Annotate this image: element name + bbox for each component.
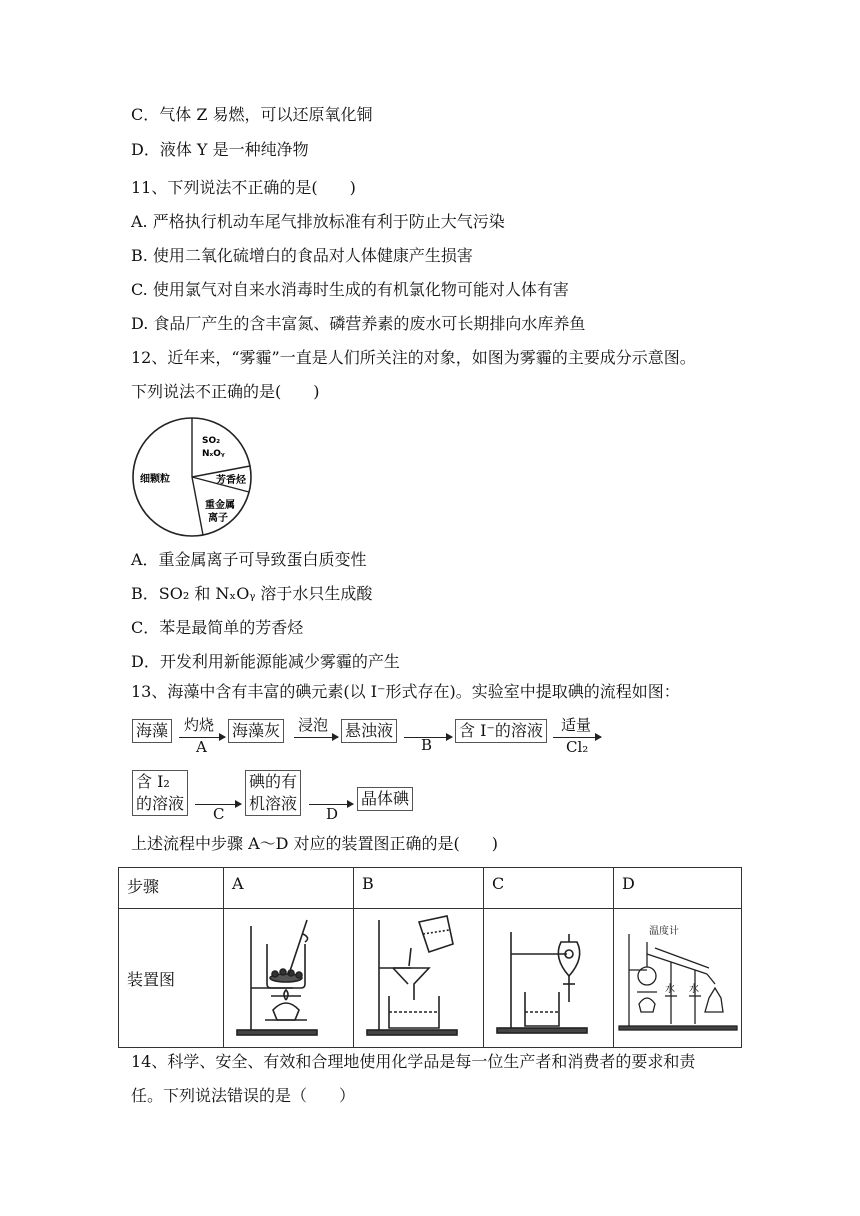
q11-option-b: B. 使用二氧化硫增白的食品对人体健康产生损害 [131,246,473,265]
q11-stem: 11、下列说法不正确的是( ) [131,178,356,197]
header-b: B [354,868,484,909]
pie-label-heavy-metal-1: 重金属 [205,500,235,511]
pie-label-aromatics: 芳香烃 [216,475,246,486]
apparatus-table [118,867,742,1048]
evaporating-beaker-burner-image [229,912,349,1040]
q10-option-c: C．气体 Z 易燃，可以还原氧化铜 [131,105,373,124]
flow-suspension: 悬浊液 [341,719,397,743]
q11-option-c: C. 使用氯气对自来水消毒时生成的有机氯化物可能对人体有害 [131,280,569,299]
flow-crystal-iodine: 晶体碘 [357,787,413,811]
flow-label-c: C [213,805,225,823]
label-water-1: 水 [664,984,675,995]
q12-stem-line2: 下列说法不正确的是( ) [131,382,320,401]
q13-question: 上述流程中步骤 A～D 对应的装置图正确的是( ) [131,834,499,853]
apparatus-d-cell [614,909,742,1048]
q11-option-a: A. 严格执行机动车尾气排放标准有利于防止大气污染 [131,212,505,231]
flow-i2-solution-line1: 含 I₂ [136,772,170,791]
apparatus-b-cell [354,909,484,1048]
header-step: 步骤 [119,868,224,909]
header-a: A [224,868,354,909]
flow-i2-solution-line2: 的溶液 [136,794,185,813]
q12-option-b: B．SO₂ 和 NₓOᵧ 溶于水只生成酸 [131,584,373,603]
pie-label-nxoy: NₓOᵧ [202,449,225,459]
flow-organic-solution [245,770,301,816]
pie-label-heavy-metal-2: 离子 [208,513,228,524]
q14-line1: 14、科学、安全、有效和合理地使用化学品是每一位生产者和消费者的要求和责 [131,1052,696,1071]
pie-label-fine-particles: 细颗粒 [140,474,170,485]
header-d: D [614,868,742,909]
row-label: 装置图 [119,909,224,1048]
distillation-image [615,912,741,1040]
flow-label-burn: 灼烧 [184,716,215,734]
flow-label-proper-amount: 适量 [561,716,592,734]
flow-iodide-solution: 含 I⁻的溶液 [455,719,547,743]
flow-organic-line1: 碘的有 [249,772,298,791]
flow-arrow-soak [294,737,338,738]
separatory-funnel-image [489,912,609,1040]
pie-label-so2: SO₂ [202,436,221,446]
flow-ash: 海藻灰 [228,719,284,743]
q12-option-c: C．苯是最简单的芳香烃 [131,618,304,637]
smog-composition-pie [128,416,258,540]
apparatus-c-cell [484,909,614,1048]
flow-organic-line2: 机溶液 [249,794,298,813]
flow-label-a: A [196,738,207,756]
flow-label-cl2: Cl₂ [566,738,589,756]
apparatus-a-cell [224,909,354,1048]
flow-label-d: D [326,805,339,823]
q14-line2: 任。下列说法错误的是（ ） [131,1086,356,1105]
q12-stem-line1: 12、近年来，“雾霾”一直是人们所关注的对象，如图为雾霾的主要成分示意图。 [131,348,696,367]
label-water-2: 水 [688,984,699,995]
flow-seaweed: 海藻 [132,719,172,743]
flow-label-b: B [421,736,433,754]
flow-label-soak: 浸泡 [298,716,329,734]
q13-stem: 13、海藻中含有丰富的碘元素(以 I⁻形式存在)。实验室中提取碘的流程如图： [131,682,680,701]
q11-option-d: D. 食品厂产生的含丰富氮、磷营养素的废水可长期排向水库养鱼 [131,314,586,333]
q10-option-d: D．液体 Y 是一种纯净物 [131,140,309,159]
filtration-image [359,912,479,1040]
header-c: C [484,868,614,909]
label-thermometer: 温度计 [648,926,679,937]
q12-option-d: D．开发利用新能源能减少雾霾的产生 [131,652,400,671]
apparatus-table-row [119,909,742,1048]
flow-i2-solution [132,770,188,816]
q12-option-a: A．重金属离子可导致蛋白质变性 [131,550,367,569]
apparatus-table-header [119,868,742,909]
